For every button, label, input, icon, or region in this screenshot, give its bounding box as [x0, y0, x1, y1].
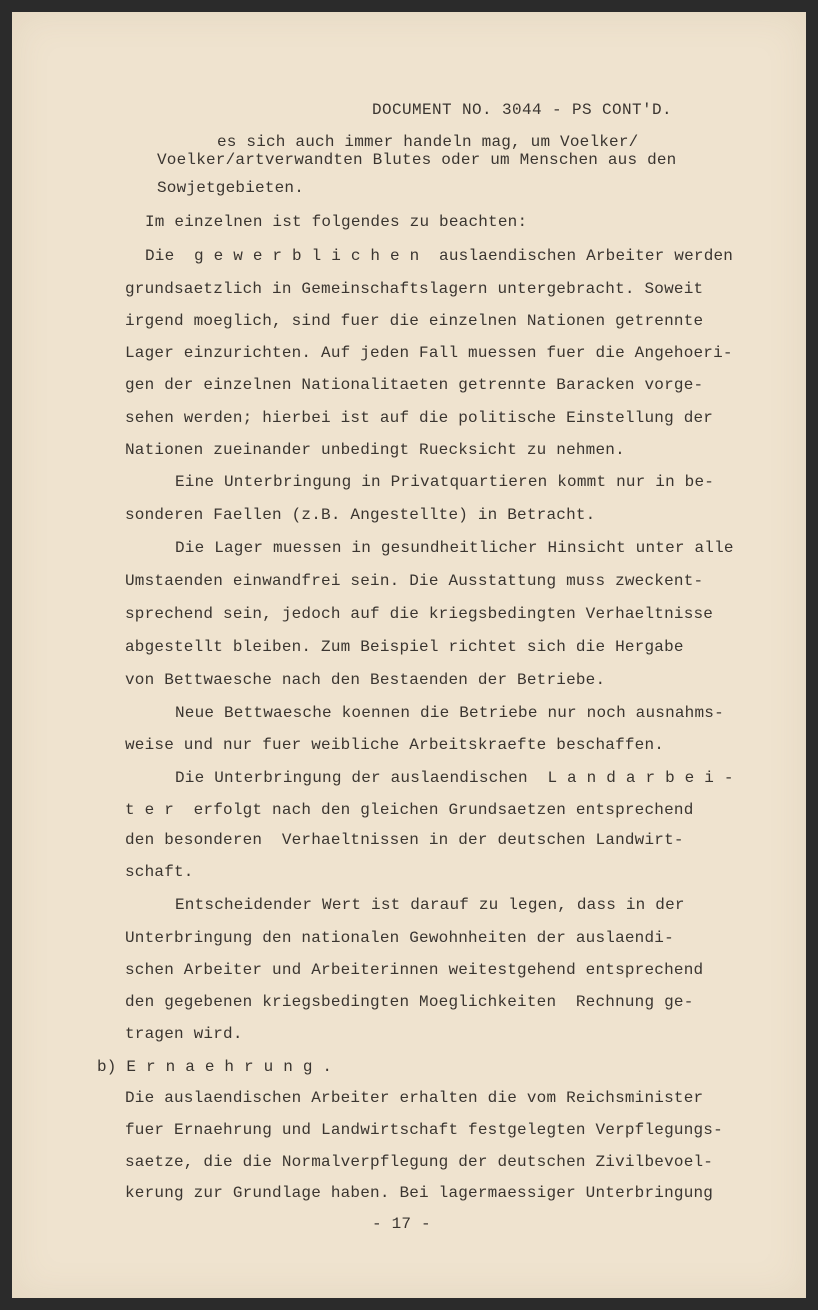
text-line: fuer Ernaehrung und Landwirtschaft festgelegten Verpflegungs- [125, 1121, 723, 1139]
document-header: DOCUMENT NO. 3044 - PS CONT'D. [372, 101, 673, 119]
text-line: Im einzelnen ist folgendes zu beachten: [145, 213, 528, 231]
text-line: kerung zur Grundlage haben. Bei lagermaessiger Unterbringung [125, 1184, 714, 1202]
text-line: Entscheidender Wert ist darauf zu legen, dass in der [175, 896, 685, 914]
text-line: abgestellt bleiben. Zum Beispiel richtet sich die Hergabe [125, 638, 684, 656]
text-line: Lager einzurichten. Auf jeden Fall muessen fuer die Angehoeri- [125, 344, 733, 362]
text-line: Die auslaendischen Arbeiter erhalten die vom Reichsminister [125, 1089, 704, 1107]
page-number: - 17 - [372, 1215, 431, 1233]
text-line: tragen wird. [125, 1025, 243, 1043]
text-line: Voelker/artverwandten Blutes oder um Menschen aus den [157, 151, 677, 169]
text-line: Neue Bettwaesche koennen die Betriebe nur noch ausnahms- [175, 704, 724, 722]
text-line: irgend moeglich, sind fuer die einzelnen Nationen getrennte [125, 312, 704, 330]
text-line: Unterbringung den nationalen Gewohnheiten der auslaendi- [125, 929, 674, 947]
document-page [12, 12, 806, 1298]
text-line: weise und nur fuer weibliche Arbeitskraefte beschaffen. [125, 736, 665, 754]
section-heading: b) E r n a e h r u n g . [97, 1058, 333, 1076]
text-line: es sich auch immer handeln mag, um Voelker/ [217, 133, 639, 151]
text-line: sehen werden; hierbei ist auf die politische Einstellung der [125, 409, 714, 427]
text-line: gen der einzelnen Nationalitaeten getrennte Baracken vorge- [125, 376, 704, 394]
text-line: Die g e w e r b l i c h e n auslaendischen Arbeiter werden [145, 247, 734, 265]
text-line: saetze, die die Normalverpflegung der deutschen Zivilbevoel- [125, 1153, 714, 1171]
text-line: von Bettwaesche nach den Bestaenden der Betriebe. [125, 671, 606, 689]
text-line: Umstaenden einwandfrei sein. Die Ausstattung muss zweckent- [125, 572, 704, 590]
text-line: t e r erfolgt nach den gleichen Grundsaetzen entsprechend [125, 801, 694, 819]
text-line: Die Lager muessen in gesundheitlicher Hinsicht unter alle [175, 539, 734, 557]
text-line: schen Arbeiter und Arbeiterinnen weitestgehend entsprechend [125, 961, 704, 979]
text-line: sonderen Faellen (z.B. Angestellte) in Betracht. [125, 506, 596, 524]
text-line: Eine Unterbringung in Privatquartieren kommt nur in be- [175, 473, 715, 491]
text-line: grundsaetzlich in Gemeinschaftslagern untergebracht. Soweit [125, 280, 704, 298]
text-line: Nationen zueinander unbedingt Ruecksicht zu nehmen. [125, 441, 625, 459]
text-line: den besonderen Verhaeltnissen in der deutschen Landwirt- [125, 831, 684, 849]
text-line: sprechend sein, jedoch auf die kriegsbedingten Verhaeltnisse [125, 605, 714, 623]
text-line: schaft. [125, 863, 194, 881]
text-line: den gegebenen kriegsbedingten Moeglichkeiten Rechnung ge- [125, 993, 694, 1011]
text-line: Sowjetgebieten. [157, 179, 305, 197]
text-line: Die Unterbringung der auslaendischen L a n d a r b e i - [175, 769, 734, 787]
